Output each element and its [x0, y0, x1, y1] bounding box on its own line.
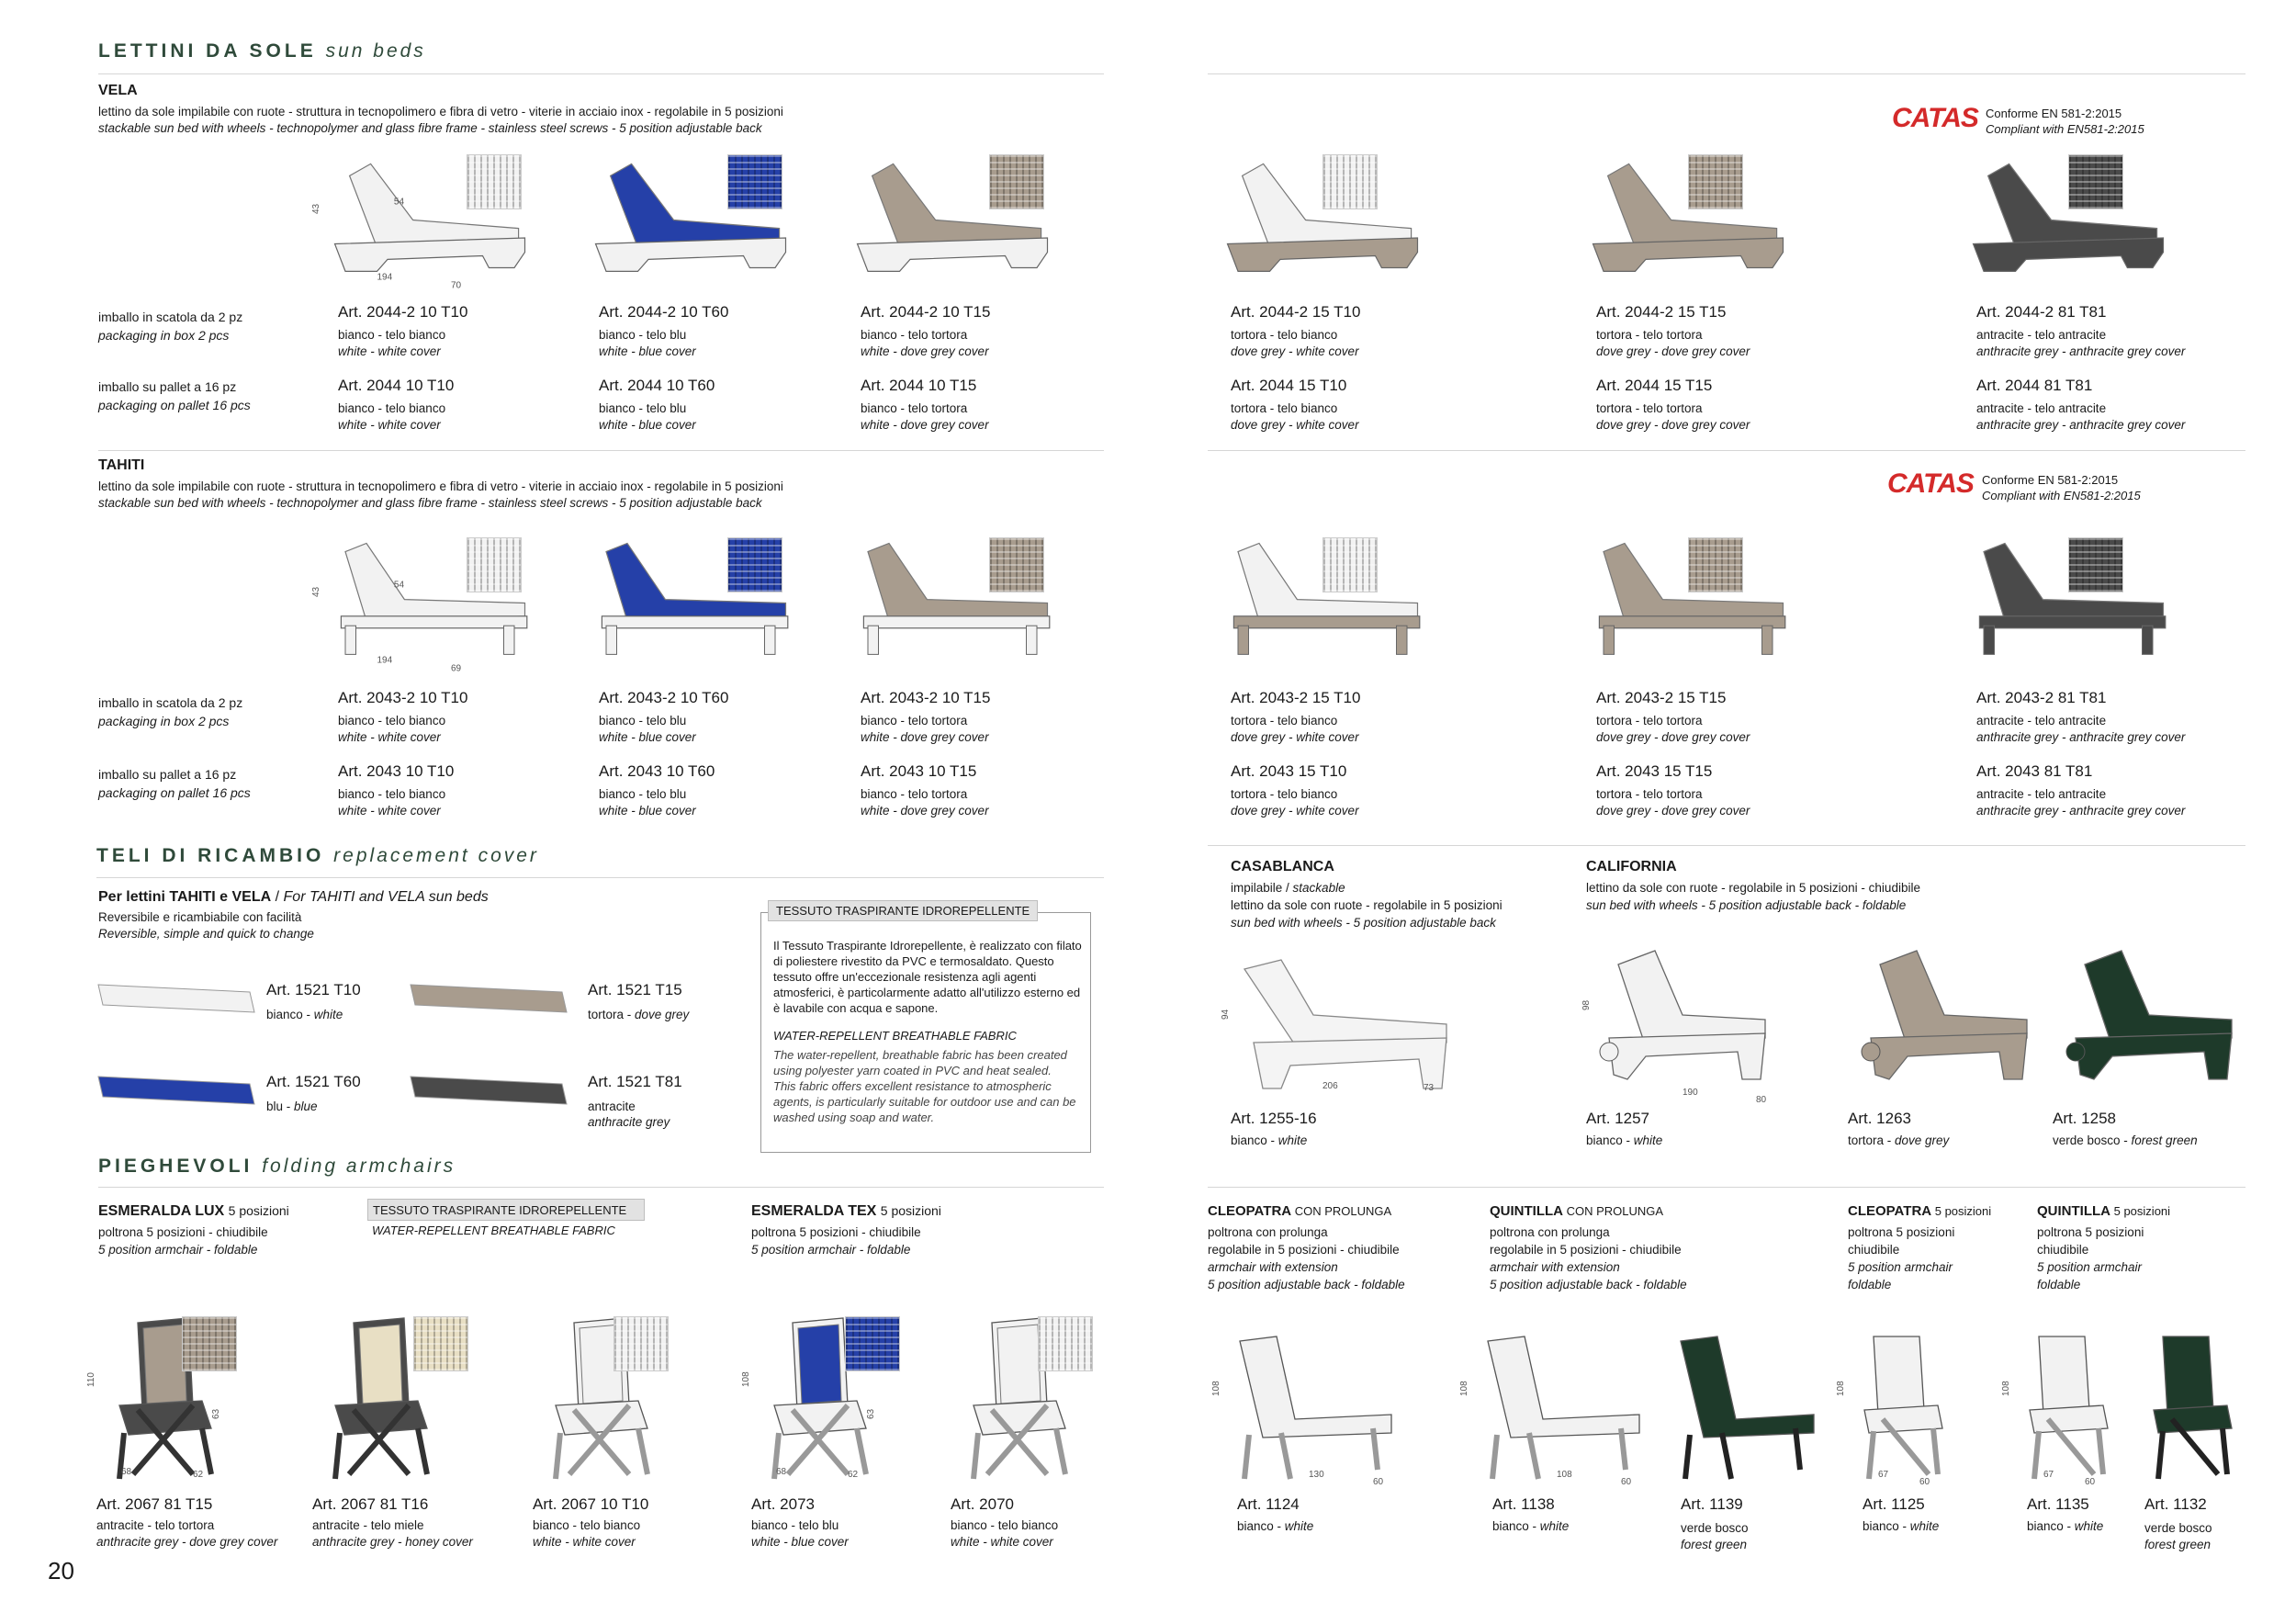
esmeralda-lux-heading: ESMERALDA LUX 5 posizioni — [98, 1203, 289, 1219]
catas-logo: CATAS — [1892, 103, 1978, 133]
cleopatra-ext-line1: poltrona con prolunga — [1208, 1225, 1328, 1239]
cleopatra-ext-line4: 5 position adjustable back - foldable — [1208, 1278, 1405, 1291]
tahiti-art-pallet: Art. 2043 15 T15 — [1596, 762, 1713, 780]
pack-box-label-en: packaging in box 2 pcs — [98, 714, 230, 728]
fabric-title-en: WATER-REPELLENT BREATHABLE FABRIC — [773, 1029, 1017, 1043]
casablanca-color: bianco - white — [1231, 1133, 1308, 1147]
fabric-tag: TESSUTO TRASPIRANTE IDROREPELLENTE — [768, 900, 1038, 921]
vela-fabric-swatch — [467, 154, 522, 209]
divider — [96, 877, 1104, 878]
tahiti-color-en: white - blue cover — [599, 804, 696, 818]
cleopatra-ext-heading: CLEOPATRA CON PROLUNGA — [1208, 1203, 1392, 1219]
folding-dimensions — [2001, 1332, 2200, 1516]
tahiti-art-pallet: Art. 2043 10 T60 — [599, 762, 715, 780]
vela-color-en: white - dove grey cover — [861, 418, 989, 432]
dimension-label: 98 — [1581, 999, 1592, 1010]
vela-color-en: dove grey - white cover — [1231, 344, 1359, 358]
armchair-color-en: anthracite grey - honey cover — [312, 1535, 473, 1549]
vela-color-en: white - dove grey cover — [861, 344, 989, 358]
tahiti-color-it: tortora - telo bianco — [1231, 714, 1338, 727]
tahiti-art-box: Art. 2043-2 10 T10 — [338, 689, 468, 706]
tahiti-color-it: bianco - telo blu — [599, 787, 687, 801]
armchair-art: Art. 2067 81 T16 — [312, 1495, 429, 1513]
cover-image — [411, 976, 567, 1021]
tahiti-art-pallet: Art. 2043 10 T10 — [338, 762, 455, 780]
dimension-label: 108 — [1211, 1381, 1221, 1396]
folding-art: Art. 1138 — [1492, 1495, 1555, 1513]
armchair-art: Art. 2070 — [951, 1495, 1014, 1513]
cleopatra-ext-line3: armchair with extension — [1208, 1260, 1338, 1274]
california-color: verde bosco - forest green — [2053, 1133, 2198, 1147]
tahiti-fabric-swatch — [467, 537, 522, 592]
armchair-color-it: bianco - telo bianco — [533, 1518, 641, 1532]
vela-color-it: antracite - telo antracite — [1976, 401, 2107, 415]
cover-color: tortora - dove grey — [588, 1008, 690, 1021]
armchair-art: Art. 2067 81 T15 — [96, 1495, 213, 1513]
pack-box-label-en: packaging in box 2 pcs — [98, 328, 230, 343]
tahiti-color-it: bianco - telo bianco — [338, 787, 446, 801]
cleopatra-5-line4: foldable — [1848, 1278, 1892, 1291]
cleopatra-5-line2: chiudibile — [1848, 1243, 1900, 1257]
cover-art: Art. 1521 T15 — [588, 981, 682, 998]
pack-pallet-label: imballo su pallet a 16 pz — [98, 379, 237, 394]
esmeralda-tex-line2: 5 position armchair - foldable — [751, 1243, 911, 1257]
certification: Conforme EN 581-2:2015 Compliant with EN581-2:2015 — [1986, 107, 2144, 136]
quintilla-ext-line4: 5 position adjustable back - foldable — [1490, 1278, 1687, 1291]
divider — [98, 1187, 1104, 1188]
cleopatra-ext-line2: regolabile in 5 posizioni - chiudibile — [1208, 1243, 1400, 1257]
tahiti-color-en: white - blue cover — [599, 730, 696, 744]
tahiti-art-box: Art. 2043-2 10 T15 — [861, 689, 991, 706]
tahiti-color-en: anthracite grey - anthracite grey cover — [1976, 730, 2186, 744]
folding-chair-image — [1667, 1332, 1823, 1488]
california-line2: sun bed with wheels - 5 position adjustable back - foldable — [1586, 898, 1907, 912]
vela-color-en: white - white cover — [338, 418, 441, 432]
dimension-label: 110 — [86, 1372, 96, 1387]
fabric-tag-small-en: WATER-REPELLENT BREATHABLE FABRIC — [372, 1224, 615, 1237]
california-image — [1581, 946, 1774, 1105]
vela-color-en: anthracite grey - anthracite grey cover — [1976, 344, 2186, 358]
dimension-label: 108 — [1836, 1381, 1846, 1396]
divider — [98, 450, 1104, 451]
pack-pallet-label: imballo su pallet a 16 pz — [98, 767, 237, 782]
casablanca-line3: sun bed with wheels - 5 position adjustable back — [1231, 916, 1496, 930]
pack-box-label: imballo in scatola da 2 pz — [98, 695, 243, 710]
quintilla-ext-line2: regolabile in 5 posizioni - chiudibile — [1490, 1243, 1682, 1257]
dimension-label: 43 — [311, 586, 321, 597]
divider — [1208, 1187, 2245, 1188]
dimension-label: 54 — [393, 197, 405, 208]
tahiti-fabric-swatch — [727, 537, 782, 592]
california-image — [1843, 946, 2036, 1084]
vela-color-en: white - blue cover — [599, 418, 696, 432]
tahiti-color-en: white - white cover — [338, 730, 441, 744]
folding-color-en: forest green — [1681, 1538, 1748, 1551]
dimension-label: 63 — [211, 1408, 221, 1419]
tahiti-color-it: bianco - telo tortora — [861, 714, 968, 727]
quintilla-5-line3: 5 position armchair — [2037, 1260, 2143, 1274]
covers-desc-en: Reversible, simple and quick to change — [98, 927, 314, 941]
certification: Conforme EN 581-2:2015 Compliant with EN581-2:2015 — [1982, 473, 2141, 502]
dimension-label: 63 — [866, 1408, 876, 1419]
tahiti-color-en: anthracite grey - anthracite grey cover — [1976, 804, 2186, 818]
pack-box-label: imballo in scatola da 2 pz — [98, 310, 243, 324]
vela-fabric-swatch — [1688, 154, 1743, 209]
tahiti-color-en: dove grey - dove grey cover — [1596, 730, 1750, 744]
tahiti-fabric-swatch — [2068, 537, 2123, 592]
tahiti-color-it: tortora - telo tortora — [1596, 787, 1703, 801]
folding-color: bianco - white — [1863, 1519, 1940, 1533]
vela-color-it: bianco - telo blu — [599, 401, 687, 415]
vela-color-it: tortora - telo tortora — [1596, 401, 1703, 415]
dimension-label: 194 — [377, 272, 393, 283]
armchair-color-it: bianco - telo bianco — [951, 1518, 1059, 1532]
dimension-label: 69 — [451, 663, 462, 674]
vela-art-box: Art. 2044-2 10 T10 — [338, 303, 468, 321]
vela-color-it: tortora - telo tortora — [1596, 328, 1703, 342]
tahiti-art-box: Art. 2043-2 10 T60 — [599, 689, 729, 706]
dimension-label: 43 — [311, 203, 321, 214]
tahiti-art-box: Art. 2043-2 81 T81 — [1976, 689, 2107, 706]
vela-art-pallet: Art. 2044 10 T15 — [861, 377, 977, 394]
section-title-sun-beds: LETTINI DA SOLE sun beds — [98, 40, 426, 62]
armchair-fabric-swatch — [845, 1316, 900, 1371]
vela-color-it: tortora - telo bianco — [1231, 328, 1338, 342]
divider — [1208, 73, 2245, 74]
vela-art-box: Art. 2044-2 81 T81 — [1976, 303, 2107, 321]
dimension-label: 80 — [1756, 1095, 1767, 1105]
tahiti-art-pallet: Art. 2043 81 T81 — [1976, 762, 2093, 780]
armchair-color-it: bianco - telo blu — [751, 1518, 839, 1532]
cleopatra-5-line3: 5 position armchair — [1848, 1260, 1953, 1274]
armchair-fabric-swatch — [182, 1316, 237, 1371]
quintilla-5-line1: poltrona 5 posizioni — [2037, 1225, 2144, 1239]
dimension-label: 68 — [776, 1467, 787, 1477]
dimension-label: 206 — [1322, 1081, 1338, 1091]
california-art: Art. 1258 — [2053, 1110, 2116, 1127]
fabric-tag-small: TESSUTO TRASPIRANTE IDROREPELLENTE — [367, 1199, 645, 1221]
casablanca-image — [1221, 951, 1465, 1107]
folding-color: bianco - white — [2027, 1519, 2104, 1533]
vela-color-en: dove grey - dove grey cover — [1596, 344, 1750, 358]
tahiti-description-en: stackable sun bed with wheels - technopolymer and glass fibre frame - stainless steel screws - 5 position adjustable back — [98, 496, 762, 510]
armchair-color-en: white - white cover — [951, 1535, 1053, 1549]
dimension-label: 190 — [1683, 1088, 1698, 1098]
quintilla-ext-line1: poltrona con prolunga — [1490, 1225, 1610, 1239]
dimension-label: 62 — [193, 1470, 204, 1480]
esmeralda-tex-heading: ESMERALDA TEX 5 posizioni — [751, 1203, 941, 1219]
tahiti-color-it: antracite - telo antracite — [1976, 714, 2107, 727]
cover-art: Art. 1521 T10 — [266, 981, 361, 998]
vela-color-en: dove grey - white cover — [1231, 418, 1359, 432]
covers-heading: Per lettini TAHITI e VELA / For TAHITI and VELA sun beds — [98, 889, 489, 905]
tahiti-color-it: bianco - telo tortora — [861, 787, 968, 801]
catas-logo: CATAS — [1887, 468, 1974, 499]
vela-description-en: stackable sun bed with wheels - technopolymer and glass fibre frame - stainless steel screws - 5 position adjustable back — [98, 121, 762, 135]
dimension-label: 67 — [1878, 1470, 1889, 1480]
tahiti-fabric-swatch — [989, 537, 1044, 592]
vela-description-it: lettino da sole impilabile con ruote - struttura in tecnopolimero e fibra di vetro - viterie in acciaio inox - regolabile in 5 posizioni — [98, 105, 783, 118]
fabric-text-it: Il Tessuto Traspirante Idrorepellente, è realizzato con filato di poliestere rivestito da PVC e termosaldato. Questo tessuto offre un'eccezionale resistenza agli agenti atmosferici, è particolarmente adatto all'utilizzo esterno ed è lavabile con acqua e sapone. — [773, 939, 1082, 1015]
tahiti-color-it: bianco - telo bianco — [338, 714, 446, 727]
section-title-replacement-cover: TELI DI RICAMBIO replacement cover — [96, 845, 539, 866]
product-name-vela: VELA — [98, 83, 138, 98]
cover-color: blu - blue — [266, 1100, 318, 1113]
folding-art: Art. 1125 — [1863, 1495, 1925, 1513]
product-name-casablanca: CASABLANCA — [1231, 859, 1334, 874]
folding-art: Art. 1132 — [2144, 1495, 2207, 1513]
vela-color-it: bianco - telo tortora — [861, 401, 968, 415]
california-image — [2048, 946, 2241, 1084]
product-name-tahiti: TAHITI — [98, 457, 145, 473]
dimension-label: 130 — [1309, 1470, 1324, 1480]
tahiti-fabric-swatch — [1688, 537, 1743, 592]
tahiti-color-en: white - white cover — [338, 804, 441, 818]
vela-fabric-swatch — [727, 154, 782, 209]
casablanca-line1: impilabile / stackable — [1231, 881, 1345, 895]
tahiti-color-en: dove grey - white cover — [1231, 804, 1359, 818]
tahiti-art-pallet: Art. 2043 10 T15 — [861, 762, 977, 780]
fabric-info-box — [760, 912, 1091, 1153]
folding-color-en: forest green — [2144, 1538, 2212, 1551]
product-name-california: CALIFORNIA — [1586, 859, 1677, 874]
vela-fabric-swatch — [2068, 154, 2123, 209]
vela-art-box: Art. 2044-2 10 T60 — [599, 303, 729, 321]
cleopatra-5-line1: poltrona 5 posizioni — [1848, 1225, 1955, 1239]
vela-art-box: Art. 2044-2 10 T15 — [861, 303, 991, 321]
folding-dimensions — [1836, 1332, 2034, 1516]
quintilla-ext-line3: armchair with extension — [1490, 1260, 1620, 1274]
tahiti-fabric-swatch — [1322, 537, 1378, 592]
quintilla-5-heading: QUINTILLA 5 posizioni — [2037, 1203, 2171, 1219]
vela-color-it: bianco - telo blu — [599, 328, 687, 342]
folding-art: Art. 1135 — [2027, 1495, 2089, 1513]
folding-dimensions — [1211, 1332, 1410, 1516]
vela-art-pallet: Art. 2044 10 T10 — [338, 377, 455, 394]
tahiti-color-en: dove grey - white cover — [1231, 730, 1359, 744]
dimension-label: 94 — [1221, 1009, 1231, 1020]
vela-color-it: bianco - telo bianco — [338, 328, 446, 342]
vela-art-pallet: Art. 2044 81 T81 — [1976, 377, 2093, 394]
folding-color: bianco - white — [1492, 1519, 1570, 1533]
divider — [1208, 450, 2245, 451]
casablanca-art: Art. 1255-16 — [1231, 1110, 1317, 1127]
dimension-label: 73 — [1424, 1083, 1435, 1093]
vela-color-en: anthracite grey - anthracite grey cover — [1976, 418, 2186, 432]
cover-image — [98, 976, 254, 1021]
tahiti-art-pallet: Art. 2043 15 T10 — [1231, 762, 1347, 780]
armchair-fabric-swatch — [1038, 1316, 1093, 1371]
dimension-label: 108 — [2001, 1381, 2011, 1396]
fabric-text-en: The water-repellent, breathable fabric has been created using polyester yarn coated in PVC and heat sealed. This fabric offers excellent resistance to atmospheric agents, is particularly suitable for outdoor use and can be washed using soap and water. — [773, 1048, 1076, 1124]
armchair-art: Art. 2067 10 T10 — [533, 1495, 649, 1513]
cover-art: Art. 1521 T60 — [266, 1073, 361, 1090]
california-color: tortora - dove grey — [1848, 1133, 1950, 1147]
california-color: bianco - white — [1586, 1133, 1663, 1147]
cover-color: antracite anthracite grey — [588, 1100, 670, 1129]
cover-image — [411, 1067, 567, 1113]
armchair-art: Art. 2073 — [751, 1495, 815, 1513]
section-title-folding-armchairs: PIEGHEVOLI folding armchairs — [98, 1156, 456, 1177]
quintilla-5-line4: foldable — [2037, 1278, 2081, 1291]
cleopatra-5-heading: CLEOPATRA 5 posizioni — [1848, 1203, 1992, 1219]
cover-art: Art. 1521 T81 — [588, 1073, 682, 1090]
tahiti-color-it: tortora - telo tortora — [1596, 714, 1703, 727]
armchair-fabric-swatch — [613, 1316, 669, 1371]
dimension-label: 60 — [1919, 1477, 1930, 1487]
page-number: 20 — [48, 1557, 74, 1585]
dimension-label: 70 — [451, 280, 462, 291]
folding-color-it: verde bosco — [1681, 1521, 1749, 1535]
dimension-label: 108 — [741, 1371, 751, 1387]
vela-fabric-swatch — [989, 154, 1044, 209]
tahiti-art-box: Art. 2043-2 15 T15 — [1596, 689, 1727, 706]
tahiti-color-it: tortora - telo bianco — [1231, 787, 1338, 801]
dimension-label: 108 — [1459, 1381, 1469, 1396]
armchair-color-it: antracite - telo tortora — [96, 1518, 215, 1532]
vela-art-box: Art. 2044-2 15 T10 — [1231, 303, 1361, 321]
armchair-color-en: white - blue cover — [751, 1535, 849, 1549]
vela-color-en: white - white cover — [338, 344, 441, 358]
dimension-label: 67 — [2043, 1470, 2054, 1480]
dimension-label: 60 — [2085, 1477, 2096, 1487]
cover-image — [98, 1067, 254, 1113]
vela-color-it: bianco - telo tortora — [861, 328, 968, 342]
armchair-fabric-swatch — [413, 1316, 468, 1371]
dimension-label: 108 — [1557, 1470, 1572, 1480]
california-art: Art. 1263 — [1848, 1110, 1911, 1127]
armchair-color-en: anthracite grey - dove grey cover — [96, 1535, 278, 1549]
folding-art: Art. 1139 — [1681, 1495, 1743, 1513]
esmeralda-tex-line1: poltrona 5 posizioni - chiudibile — [751, 1225, 921, 1239]
armchair-color-it: antracite - telo miele — [312, 1518, 424, 1532]
vela-color-it: bianco - telo bianco — [338, 401, 446, 415]
casablanca-line2: lettino da sole con ruote - regolabile in 5 posizioni — [1231, 898, 1503, 912]
tahiti-art-box: Art. 2043-2 15 T10 — [1231, 689, 1361, 706]
divider — [1208, 845, 2245, 846]
pack-pallet-label-en: packaging on pallet 16 pcs — [98, 398, 251, 412]
pack-pallet-label-en: packaging on pallet 16 pcs — [98, 785, 251, 800]
vela-art-pallet: Art. 2044 15 T15 — [1596, 377, 1713, 394]
vela-fabric-swatch — [1322, 154, 1378, 209]
folding-dimensions — [1459, 1332, 1658, 1516]
folding-color-it: verde bosco — [2144, 1521, 2212, 1535]
esmeralda-lux-line2: 5 position armchair - foldable — [98, 1243, 258, 1257]
dimension-label: 194 — [377, 655, 393, 666]
vela-art-pallet: Art. 2044 10 T60 — [599, 377, 715, 394]
dimension-label: 60 — [1621, 1477, 1632, 1487]
california-line1: lettino da sole con ruote - regolabile in 5 posizioni - chiudibile — [1586, 881, 1920, 895]
cover-color: bianco - white — [266, 1008, 343, 1021]
vela-art-box: Art. 2044-2 15 T15 — [1596, 303, 1727, 321]
tahiti-color-en: dove grey - dove grey cover — [1596, 804, 1750, 818]
vela-color-en: white - blue cover — [599, 344, 696, 358]
folding-art: Art. 1124 — [1237, 1495, 1300, 1513]
tahiti-color-it: antracite - telo antracite — [1976, 787, 2107, 801]
dimension-label: 60 — [1373, 1477, 1384, 1487]
dimension-label: 68 — [121, 1467, 132, 1477]
vela-color-it: tortora - telo bianco — [1231, 401, 1338, 415]
folding-color: bianco - white — [1237, 1519, 1314, 1533]
vela-art-pallet: Art. 2044 15 T10 — [1231, 377, 1347, 394]
tahiti-color-en: white - dove grey cover — [861, 730, 989, 744]
armchair-color-en: white - white cover — [533, 1535, 636, 1549]
covers-desc-it: Reversibile e ricambiabile con facilità — [98, 910, 302, 924]
tahiti-color-en: white - dove grey cover — [861, 804, 989, 818]
quintilla-5-line2: chiudibile — [2037, 1243, 2089, 1257]
dimension-label: 62 — [848, 1470, 859, 1480]
tahiti-color-it: bianco - telo blu — [599, 714, 687, 727]
divider — [98, 73, 1104, 74]
california-art: Art. 1257 — [1586, 1110, 1649, 1127]
vela-color-it: antracite - telo antracite — [1976, 328, 2107, 342]
dimension-label: 54 — [393, 580, 405, 591]
tahiti-description-it: lettino da sole impilabile con ruote - struttura in tecnopolimero e fibra di vetro - viterie in acciaio inox - regolabile in 5 posizioni — [98, 479, 783, 493]
quintilla-ext-heading: QUINTILLA CON PROLUNGA — [1490, 1203, 1664, 1219]
esmeralda-lux-line1: poltrona 5 posizioni - chiudibile — [98, 1225, 268, 1239]
vela-color-en: dove grey - dove grey cover — [1596, 418, 1750, 432]
